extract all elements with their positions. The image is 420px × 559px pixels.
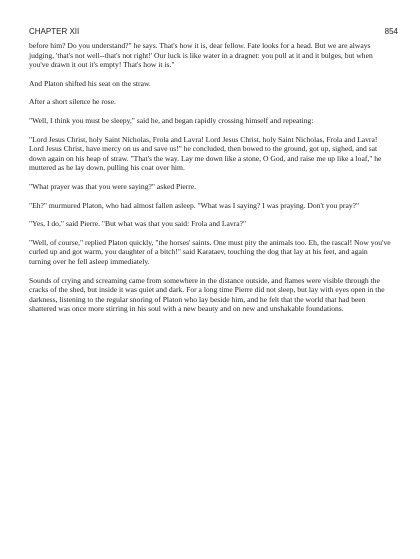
paragraph: "Eh?" murmured Platon, who had almost fallen asleep. "What was I saying? I was praying. Don't you pray?" xyxy=(29,200,360,210)
paragraph: before him? Do you understand?" he says. That's how it is, dear fellow. Fate looks for a head. But we are always judging, 'that's not well--that's not right!' Our luck is like water in a dragnet: you pull at it and it bulges, but when you've drawn it out it's empty! That's how it is." xyxy=(29,41,373,70)
paragraph: "Well, I think you must be sleepy," said he, and began rapidly crossing himself and repeating: xyxy=(29,115,314,125)
paragraph: And Platon shifted his seat on the straw. xyxy=(29,78,151,88)
paragraph: "What prayer was that you were saying?" asked Pierre. xyxy=(29,181,197,191)
paragraph: "Well, of course," replied Platon quickly, "the horses' saints. One must pity the animals too. Eh, the rascal! Now you've curled up and got warm, you daughter of a bitch!" said Karataev, touching the dog that lay at his feet, and again turning over he fell asleep immediately. xyxy=(29,237,391,266)
page-number: 854 xyxy=(384,27,398,36)
paragraph: After a short silence he rose. xyxy=(29,97,116,107)
chapter-heading: CHAPTER XII xyxy=(29,27,80,36)
paragraph: Sounds of crying and screaming came from somewhere in the distance outside, and flames were visible through the cracks of the shed, but inside it was quiet and dark. For a long time Pierre did not sleep, but lay with eyes open in the darkness, listening to the regular snoring of Platon who lay beside him, and he felt that the world that had been shattered was once more stirring in his soul with a new beauty and on new and unshakable foundations. xyxy=(29,275,385,314)
paragraph: "Yes, I do," said Pierre. "But what was that you said: Frola and Lavra?" xyxy=(29,219,247,229)
page-header xyxy=(29,27,398,39)
paragraph: "Lord Jesus Christ, holy Saint Nicholas, Frola and Lavra! Lord Jesus Christ, holy Saint Nicholas, Frola and Lavra! Lord Jesus Christ, have mercy on us and save us!" he concluded, then bowed to the ground, got up, sighed, and sat down again on his heap of straw. "That's the way. Lay me down like a stone, O God, and raise me up like a loaf," he muttered as he lay down, pulling his coat over him. xyxy=(29,134,382,173)
body-text xyxy=(29,41,391,323)
